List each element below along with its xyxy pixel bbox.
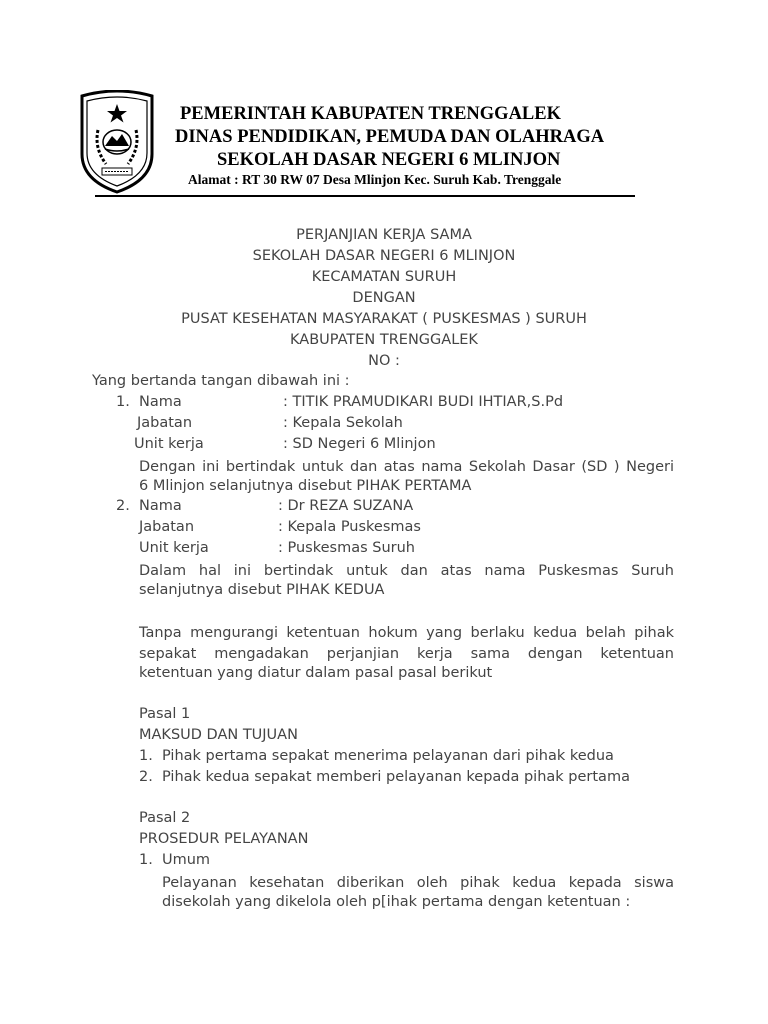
party2-position-label: Jabatan [139,519,195,535]
party2-description-line-2: selanjutnya disebut PIHAK KEDUA [139,582,385,598]
party1-number: 1. [116,394,130,410]
intro-text: Yang bertanda tangan dibawah ini : [92,373,350,389]
pasal2-label: Pasal 2 [139,810,191,826]
title-number: NO : [368,353,400,369]
party1-unit-value: : SD Negeri 6 Mlinjon [283,436,436,452]
pasal2-item-1-number: 1. [139,852,153,868]
title-line-5: PUSAT KESEHATAN MASYARAKAT ( PUSKESMAS ) SURUH [181,311,587,327]
pasal2-item-1-line-1: Pelayanan kesehatan diberikan oleh pihak kedua kepada siswa [162,875,674,891]
party1-name-label: Nama [139,394,182,410]
preamble-line-3: ketentuan yang diatur dalam pasal pasal berikut [139,665,493,681]
letterhead-address: Alamat : RT 30 RW 07 Desa Mlinjon Kec. Suruh Kab. Trenggale [188,172,562,187]
letterhead-government: PEMERINTAH KABUPATEN TRENGGALEK [180,104,562,124]
preamble-line-2: sepakat mengadakan perjanjian kerja sama dengan ketentuan [139,646,674,662]
pasal1-label: Pasal 1 [139,706,191,722]
party1-description-line-2: 6 Mlinjon selanjutnya disebut PIHAK PERTAMA [139,478,472,494]
title-line-6: KABUPATEN TRENGGALEK [290,332,478,348]
pasal1-item-1-number: 1. [139,748,153,764]
party2-description-line-1: Dalam hal ini bertindak untuk dan atas nama Puskesmas Suruh [139,563,674,579]
government-crest-logo [76,90,158,194]
party2-number: 2. [116,498,130,514]
party2-name-value: : Dr REZA SUZANA [278,498,414,514]
pasal2-item-1-title: Umum [162,852,211,868]
title-line-3: KECAMATAN SURUH [311,269,457,285]
party2-name-label: Nama [139,498,182,514]
letterhead-department: DINAS PENDIDIKAN, PEMUDA DAN OLAHRAGA [175,127,605,147]
pasal1-item-2-text: Pihak kedua sepakat memberi pelayanan kepada pihak pertama [162,769,630,785]
pasal1-item-1-text: Pihak pertama sepakat menerima pelayanan dari pihak kedua [162,748,614,764]
party1-unit-label: Unit kerja [134,436,204,452]
pasal2-heading: PROSEDUR PELAYANAN [139,831,309,847]
title-line-1: PERJANJIAN KERJA SAMA [296,227,472,243]
pasal2-item-1-line-2: disekolah yang dikelola oleh p[ihak pertama dengan ketentuan : [162,894,631,910]
party1-name-value: : TITIK PRAMUDIKARI BUDI IHTIAR,S.Pd [283,394,564,410]
party1-position-label: Jabatan [137,415,193,431]
party1-description-line-1: Dengan ini bertindak untuk dan atas nama Sekolah Dasar (SD ) Negeri [139,459,674,475]
preamble-line-1: Tanpa mengurangi ketentuan hokum yang berlaku kedua belah pihak [139,625,674,641]
letterhead-divider [95,195,635,197]
party2-unit-label: Unit kerja [139,540,209,556]
party2-position-value: : Kepala Puskesmas [278,519,421,535]
party2-unit-value: : Puskesmas Suruh [278,540,415,556]
letterhead-school: SEKOLAH DASAR NEGERI 6 MLINJON [217,150,561,170]
party1-position-value: : Kepala Sekolah [283,415,403,431]
title-line-2: SEKOLAH DASAR NEGERI 6 MLINJON [252,248,516,264]
pasal1-heading: MAKSUD DAN TUJUAN [139,727,298,743]
title-line-4: DENGAN [352,290,416,306]
pasal1-item-2-number: 2. [139,769,153,785]
